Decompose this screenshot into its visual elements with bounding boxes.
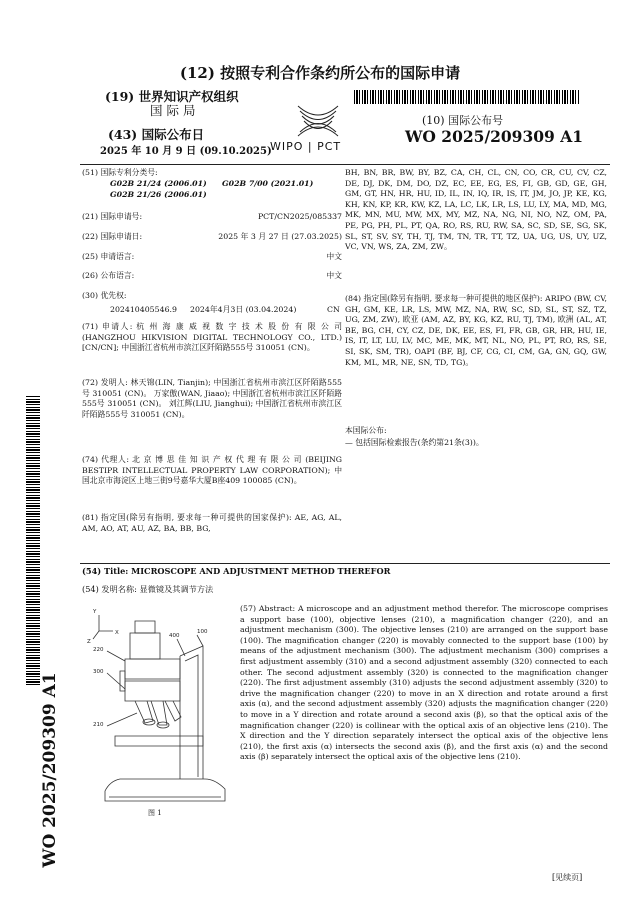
field-25 — [82, 252, 342, 263]
title-english: (54) Title: MICROSCOPE AND ADJUSTMENT METHOD THEREFOR — [82, 566, 391, 576]
published-item: — 包括国际检索报告(条约第21条(3))。 — [345, 438, 484, 447]
field-25-value: 中文 — [326, 252, 342, 261]
field-25-label: (25) 申请语言: — [82, 252, 135, 261]
abstract-text: (57) Abstract: A microscope and an adjustment method therefor. The microscope comprises a support base (100), objective lenses (210), a magnification changer (220), and an adjustment mechanism (300). The objective lenses (210) are arranged on the support base (100). The magnification changer (220) is movably connected to the support base (100) by means of the adjustment mechanism (300). The adjustment mechanism (300) comprises a first adjustment assembly (310) and a second adjustment assembly (320) connected to each other. The second adjustment assembly (320) is connected to the magnification changer (220). The first adjustment assembly (310) adjusts the second adjustment assembly (320) to drive the magnification changer (220) to move in an X direction and rotate around a first axis (α), and the second adjustment assembly (320) adjusts the magnification changer (220) to move in a Y direction and rotate around a second axis (β), so that the optical axis of the magnification changer (220) is collinear with the optical axis of an objective lens (210). The X direction and the Y direction separately intersect the optical axis of the objective lens (210), the first axis (α) intersects the second axis (β), and the first axis (α) and the second axis (β) separately intersect the optical axis of the objective lens (210). — [240, 604, 608, 762]
title-chinese: (54) 发明名称: 显微镜及其调节方法 — [82, 584, 214, 594]
fig-label-400: 400 — [169, 633, 180, 639]
field-26 — [82, 271, 342, 282]
fig-label-y: Y — [93, 609, 97, 615]
field-21-label: (21) 国际申请号: — [82, 212, 143, 221]
field-71-applicant: (71) 申请人: 杭 州 海 康 威 视 数 字 技 术 股 份 有 限 公 司 (HANGZHOU HIKVISION DIGITAL TECHNOLOGY CO., LTD.) [CN/CN]; 中国浙江省杭州市滨江区阡陌路555号 310051 (CN)。 — [82, 322, 342, 353]
continued-note: [见续页] — [552, 873, 583, 882]
field-26-label: (26) 公布语言: — [82, 271, 135, 280]
microscope-figure — [85, 601, 235, 821]
field-21-value: PCT/CN2025/085337 — [257, 212, 342, 221]
fig-label-100: 100 — [197, 629, 208, 635]
barcode-icon — [354, 90, 579, 104]
field-72-inventors: (72) 发明人: 林天锦(LIN, Tianjin); 中国浙江省杭州市滨江区阡陌路555号 310051 (CN)。 万家傲(WAN, Jiaao); 中国浙江省杭州市滨江区阡陌路555号 310051 (CN)。 刘江辉(LIU, Jianghui); 中国浙江省杭州市滨江区阡陌路555号 310051 (CN)。 — [82, 378, 342, 419]
figure-caption: 图 1 — [148, 809, 162, 817]
field-51-class-3: G02B 21/26 (2006.01) — [110, 190, 207, 199]
pub-date: 2025 年 10 月 9 日 (09.10.2025) — [100, 146, 272, 157]
field-22 — [82, 232, 342, 243]
wipo-pct-logo-text: WIPO | PCT — [270, 140, 342, 153]
published-label: 本国际公布: — [345, 426, 387, 435]
side-pub-number: WO 2025/209309 A1 — [40, 672, 60, 868]
field-51-label: (51) 国际专利分类号: — [82, 168, 158, 177]
field-30-number: 202410405546.9 — [110, 305, 177, 314]
field-84-regional: (84) 指定国(除另有指明, 要求每一种可提供的地区保护): ARIPO (BW, CV, GH, GM, KE, LR, LS, MW, MZ, NA, RW, SC, SD, SL, ST, SZ, TZ, UG, ZM, ZW), 欧亚 (AM, AZ, BY, KG, KZ, RU, TJ, TM), 欧洲 (AL, AT, BE, BG, CH, CY, CZ, DE, DK, EE, ES, FI, FR, GB, GR, HR, HU, IE, IS, IT, LT, LU, LV, MC, ME, MK, MT, NL, NO, PL, PT, RO, RS, SE, SI, SK, SM, TR), OAPI (BF, BJ, CF, CG, CI, CM, GA, GN, GQ, GW, KM, ML, MR, NE, SN, TD, TG)。 — [345, 294, 607, 367]
field-51-class-1: G02B 21/24 (2006.01) — [110, 179, 207, 188]
fig-label-210: 210 — [93, 722, 104, 728]
header-divider — [80, 164, 610, 165]
fig-label-z: Z — [87, 639, 91, 645]
fig-label-220: 220 — [93, 647, 104, 653]
field-30-country: CN — [327, 305, 340, 314]
field-30-date: 2024年4月3日 (03.04.2024) — [190, 305, 297, 314]
fig-label-x: X — [115, 630, 119, 636]
field-22-value: 2025 年 3 月 27 日 (27.03.2025) — [218, 232, 342, 241]
field-81-states-cont: BH, BN, BR, BW, BY, BZ, CA, CH, CL, CN, CO, CR, CU, CV, CZ, DE, DJ, DK, DM, DO, DZ, EC, EE, EG, ES, FI, GB, GD, GE, GH, GM, GT, HN, HR, HU, ID, IL, IN, IQ, IR, IS, IT, JM, JO, JP, KE, KG, KH, KN, KP, KR, KW, KZ, LA, LC, LK, LR, LS, LU, LY, MA, MD, MG, MK, MN, MU, MW, MX, MY, MZ, NA, NG, NI, NO, NZ, OM, PA, PE, PG, PH, PL, PT, QA, RO, RS, RU, RW, SA, SC, SD, SE, SG, SK, SL, ST, SV, SY, TH, TJ, TM, TN, TR, TT, TZ, UA, UG, US, UY, UZ, VC, VN, WS, ZA, ZM, ZW。 — [345, 168, 607, 252]
pub-number: WO 2025/209309 A1 — [405, 127, 584, 146]
field-26-value: 中文 — [326, 271, 342, 280]
field-81-states: (81) 指定国(除另有指明, 要求每一种可提供的国家保护): AE, AG, AL, AM, AO, AT, AU, AZ, BA, BB, BG, — [82, 513, 342, 533]
office-name: (19) 世界知识产权组织 — [105, 89, 239, 104]
office-subname: 国 际 局 — [150, 103, 196, 118]
document-title: (12) 按照专利合作条约所公布的国际申请 — [179, 64, 461, 82]
field-21 — [82, 212, 342, 223]
field-51-class-2: G02B 7/00 (2021.01) — [222, 179, 314, 188]
field-30-label: (30) 优先权: — [82, 291, 127, 300]
pub-number-label: (10) 国际公布号 — [422, 114, 504, 127]
fig-label-300: 300 — [93, 669, 104, 675]
field-74-agent: (74) 代理人: 北 京 博 思 佳 知 识 产 权 代 理 有 限 公 司 (BEIJING BESTIPR INTELLECTUAL PROPERTY LAW CORPORATION); 中国北京市海淀区上地三街9号嘉华大厦B座409 100085 (CN)。 — [82, 455, 342, 486]
pub-date-label: (43) 国际公布日 — [108, 127, 205, 142]
field-22-label: (22) 国际申请日: — [82, 232, 143, 241]
side-barcode-icon — [26, 395, 40, 685]
title-divider — [80, 563, 610, 564]
